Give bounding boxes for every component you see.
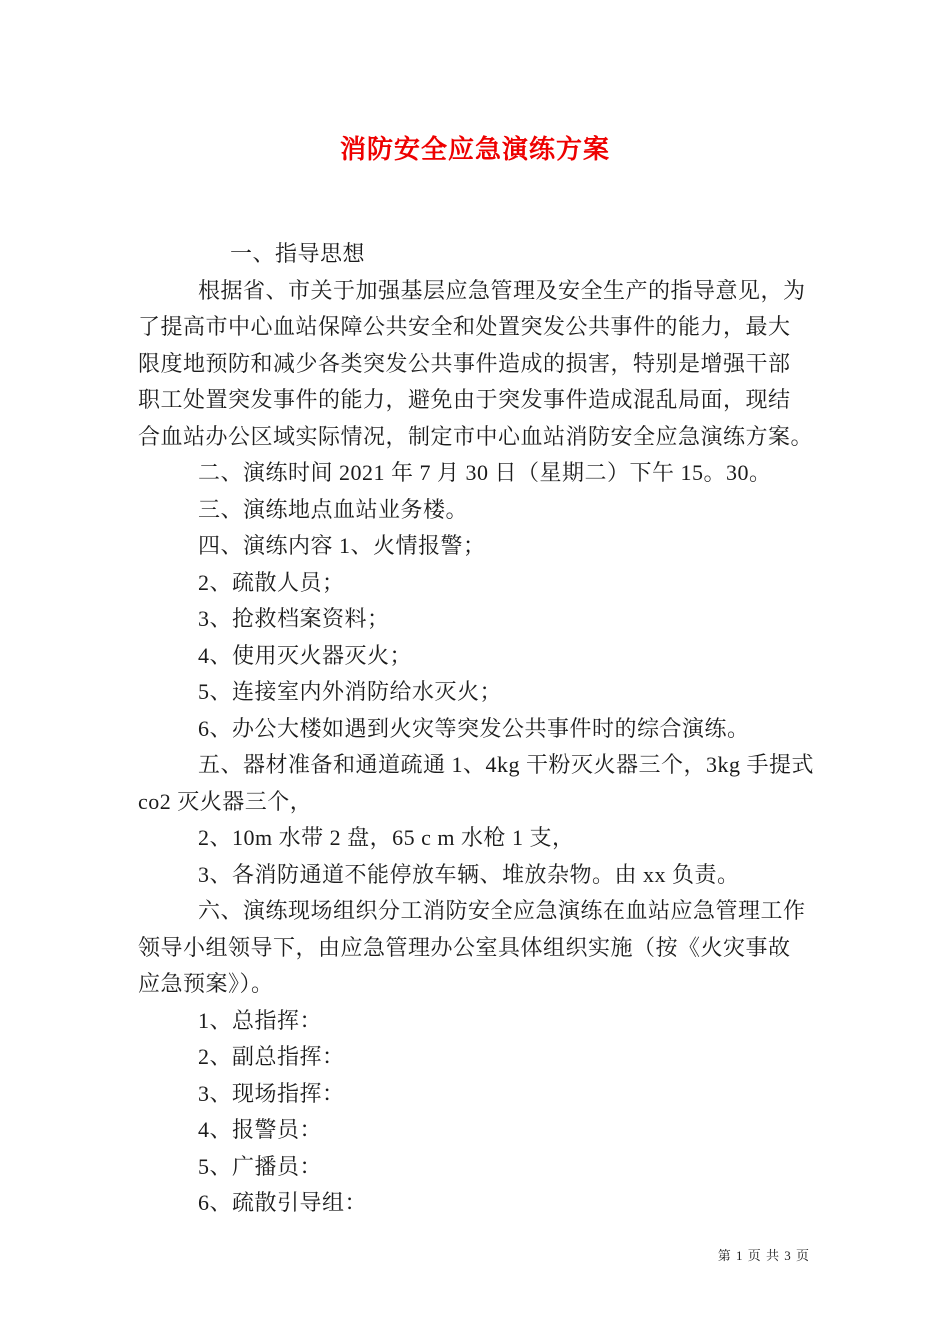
text-line: 3、抢救档案资料； xyxy=(198,606,390,631)
text-line: 6、疏散引导组： xyxy=(198,1190,368,1215)
text-line: 5、连接室内外消防给水灭火； xyxy=(198,679,503,704)
text-line: 一、指导思想 xyxy=(230,241,366,266)
text-line: 四、演练内容 1、火情报警； xyxy=(198,533,486,558)
text-line: 合血站办公区域实际情况，制定市中心血站消防安全应急演练方案。 xyxy=(138,423,814,449)
text-line: 1、总指挥： xyxy=(198,1007,323,1033)
text-line: 三、演练地点血站业务楼。 xyxy=(198,496,469,522)
text-line: 3、各消防通道不能停放车辆、堆放杂物。由 xx 负责。 xyxy=(198,861,740,887)
text-line: 根据省、市关于加强基层应急管理及安全生产的指导意见，为 xyxy=(198,277,806,303)
text-line: 了提高市中心血站保障公共安全和处置突发公共事件的能力，最大 xyxy=(138,314,791,339)
text-line: 二、演练时间 2021 年 7 月 30 日（星期二）下午 15。30。 xyxy=(198,460,772,485)
document-title: 消防安全应急演练方案 xyxy=(339,134,610,164)
text-line: 3、现场指挥： xyxy=(198,1080,345,1106)
text-line: co2 灭火器三个， xyxy=(138,788,313,814)
text-line: 4、报警员： xyxy=(198,1117,323,1142)
text-line: 4、使用灭火器灭火； xyxy=(198,642,413,668)
text-line: 2、10m 水带 2 盘，65 c m 水枪 1 支， xyxy=(198,825,575,850)
text-line: 2、副总指挥： xyxy=(198,1044,345,1069)
text-line: 限度地预防和减少各类突发公共事件造成的损害，特别是增强干部 xyxy=(138,350,791,376)
text-line: 领导小组领导下，由应急管理办公室具体组织实施（按《火灾事故 xyxy=(138,934,791,960)
document-body xyxy=(138,236,815,1222)
text-line: 六、演练现场组织分工消防安全应急演练在血站应急管理工作 xyxy=(198,898,806,923)
text-line: 5、广播员： xyxy=(198,1153,323,1179)
text-line: 6、办公大楼如遇到火灾等突发公共事件时的综合演练。 xyxy=(198,715,750,741)
page-number-footer: 第 1 页 共 3 页 xyxy=(717,1248,810,1263)
text-line: 职工处置突发事件的能力，避免由于突发事件造成混乱局面，现结 xyxy=(138,387,791,412)
text-line: 五、器材准备和通道疏通 1、4kg 干粉灭火器三个，3kg 手提式 xyxy=(198,752,815,777)
text-line: 应急预案》）。 xyxy=(138,971,274,996)
text-line: 2、疏散人员； xyxy=(198,569,345,595)
